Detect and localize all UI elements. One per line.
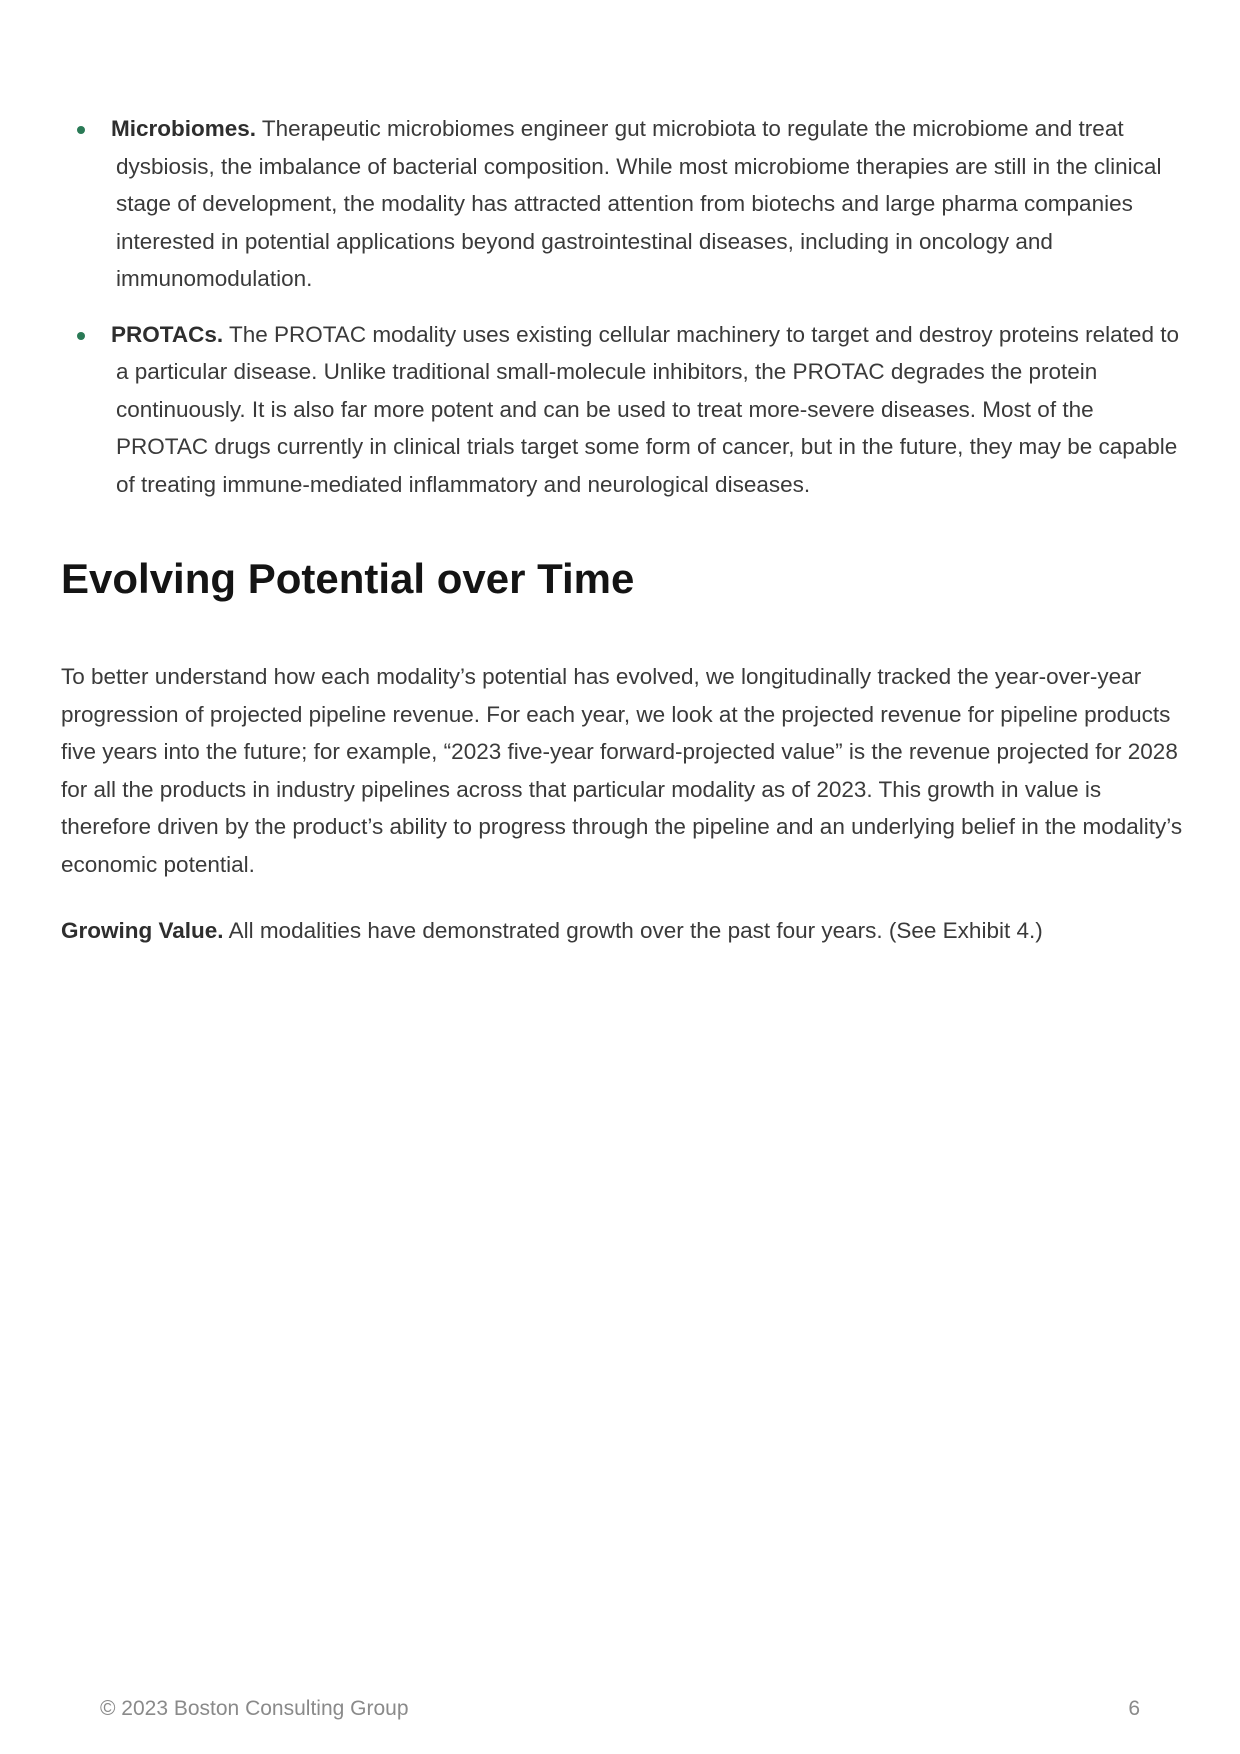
bullet-text: The PROTAC modality uses existing cellular machinery to target and destroy proteins related to a particular disease. Unlike traditional small-molecule inhibitors, the PROTAC degrades the protein continuously. It is also far more potent and can be used to treat more-severe diseases. Most of the PROTAC drugs currently in clinical trials target some form of cancer, but in the future, they may be capable of treating immune-mediated inflammatory and neurological diseases. <box>116 321 1179 497</box>
modality-bullet-list <box>61 110 1186 503</box>
section-heading: Evolving Potential over Time <box>61 555 635 602</box>
growing-value-label: Growing Value. <box>61 918 224 943</box>
bullet-title: PROTACs. <box>111 321 224 347</box>
bullet-title: Microbiomes. <box>111 116 257 141</box>
footer-copyright: © 2023 Boston Consulting Group <box>100 1697 409 1720</box>
bullet-item-protacs <box>61 316 1186 504</box>
growing-value-paragraph <box>61 912 1186 950</box>
bullet-dot-icon <box>77 126 85 134</box>
bullet-dot-icon <box>77 332 85 340</box>
bullet-text: Therapeutic microbiomes engineer gut microbiota to regulate the microbiome and treat dysbiosis, the imbalance of bacterial composition. While most microbiome therapies are still in the clinical stage of development, the modality has attracted attention from biotechs and large pharma companies interested in potential applications beyond gastrointestinal diseases, including in oncology and immunomodulation. <box>116 116 1162 291</box>
intro-paragraph: To better understand how each modality’s potential has evolved, we longitudinally tracked the year-over-year progression of projected pipeline revenue. For each year, we look at the projected revenue for pipeline products five years into the future; for example, “2023 five-year forward-projected value” is the revenue projected for 2028 for all the products in industry pipelines across that particular modality as of 2023. This growth in value is therefore driven by the product’s ability to progress through the pipeline and an underlying belief in the modality’s economic potential. <box>61 664 1183 877</box>
growing-value-text: All modalities have demonstrated growth over the past four years. (See Exhibit 4.) <box>228 918 1043 943</box>
page-number: 6 <box>1128 1697 1140 1720</box>
page-content <box>61 110 1186 950</box>
bullet-item-microbiomes <box>61 110 1186 298</box>
